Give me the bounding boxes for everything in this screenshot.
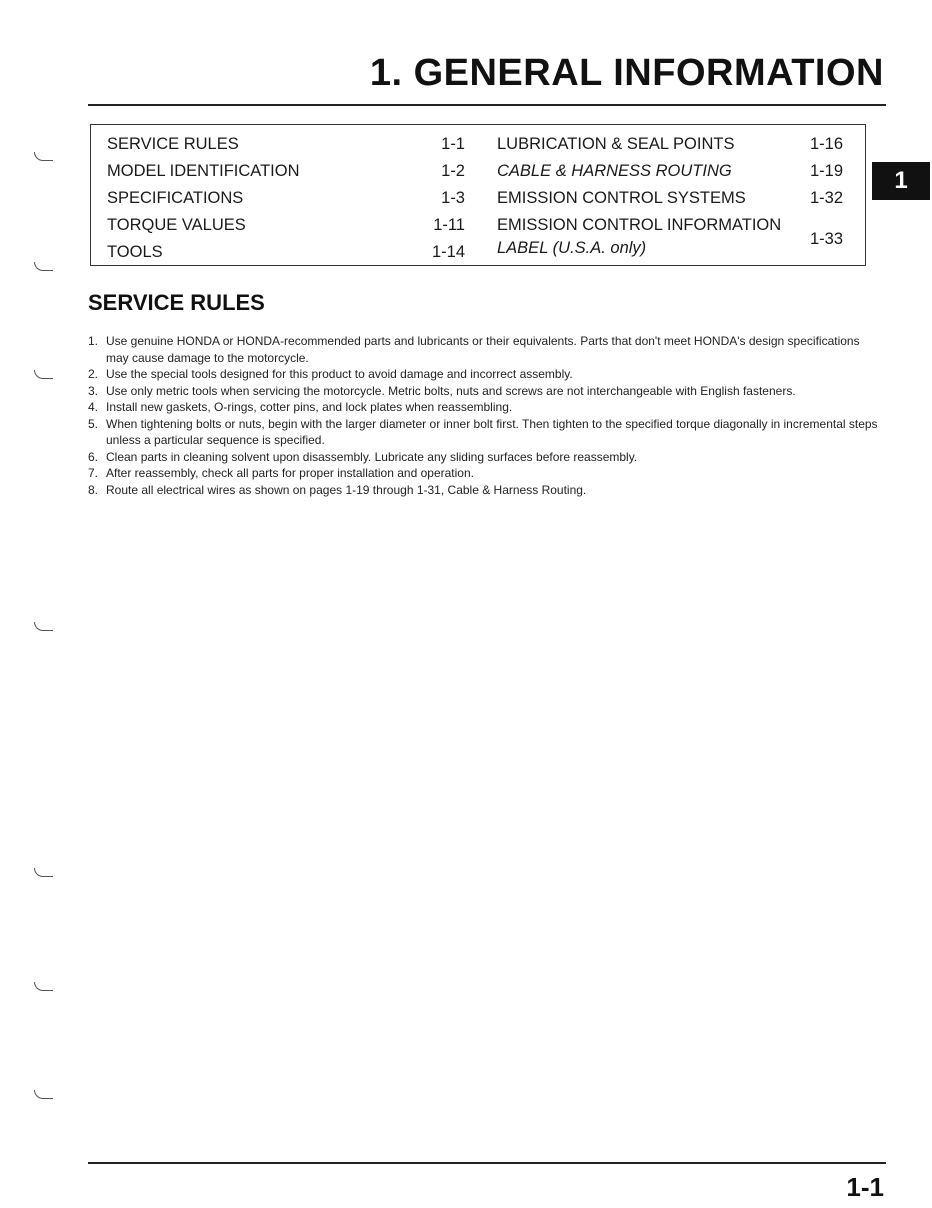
chapter-tab-marker: 1	[872, 162, 930, 200]
toc-entry-title: MODEL IDENTIFICATION	[107, 162, 300, 180]
list-item	[88, 482, 878, 499]
toc-entry[interactable]	[107, 131, 465, 158]
list-item	[88, 465, 878, 482]
list-item-number: 4.	[88, 400, 99, 414]
binder-mark	[34, 868, 53, 877]
toc-entry[interactable]	[107, 212, 465, 239]
toc-entry[interactable]	[107, 239, 465, 266]
toc-entry-title: SERVICE RULES	[107, 135, 239, 153]
list-item-number: 1.	[88, 334, 99, 348]
binder-mark	[34, 982, 53, 991]
toc-left-column	[107, 131, 465, 266]
toc-entry[interactable]	[497, 158, 857, 185]
list-item	[88, 333, 878, 366]
toc-entry[interactable]	[107, 158, 465, 185]
toc-entry-title: TOOLS	[107, 243, 163, 261]
binder-mark	[34, 622, 53, 631]
toc-entry-page: 1-32	[809, 189, 843, 207]
toc-entry[interactable]	[497, 212, 857, 266]
toc-right-column	[497, 131, 857, 266]
toc-entry-title: LUBRICATION & SEAL POINTS	[497, 135, 735, 153]
toc-entry-title: EMISSION CONTROL INFORMATION	[497, 216, 782, 234]
table-of-contents	[90, 124, 866, 266]
list-item-text: Use genuine HONDA or HONDA-recommended parts and lubricants or their equivalents. Parts that don't meet HONDA's design specifications may cause damage to the motorcycle.	[106, 334, 860, 365]
toc-entry-page: 1-14	[431, 243, 465, 261]
list-item-text: Clean parts in cleaning solvent upon disassembly. Lubricate any sliding surfaces before reassembly.	[106, 449, 638, 464]
title-rule	[88, 104, 886, 106]
list-item	[88, 416, 878, 449]
toc-entry-page: 1-1	[441, 135, 465, 153]
chapter-title: 1. GENERAL INFORMATION	[369, 52, 884, 94]
list-item-text: Use the special tools designed for this product to avoid damage and incorrect assembly.	[106, 367, 573, 381]
list-item-number: 2.	[88, 367, 99, 381]
list-item	[88, 366, 878, 383]
toc-entry[interactable]	[497, 185, 857, 212]
toc-entry[interactable]	[497, 131, 857, 158]
toc-entry-page: 1-2	[441, 162, 465, 180]
service-rules-list	[88, 333, 878, 498]
page-number: 1-1	[846, 1172, 884, 1202]
list-item	[88, 383, 878, 400]
toc-entry-title: SPECIFICATIONS	[107, 189, 244, 207]
toc-entry-page: 1-16	[809, 135, 843, 153]
list-item	[88, 399, 878, 416]
binder-mark	[34, 152, 53, 161]
toc-entry-page: 1-11	[433, 216, 465, 234]
toc-entry-title: TORQUE VALUES	[107, 216, 246, 234]
toc-entry-title: CABLE & HARNESS ROUTING	[497, 162, 732, 180]
toc-entry-page: 1-19	[809, 162, 843, 180]
list-item-text: When tightening bolts or nuts, begin with the larger diameter or inner bolt first. Then tighten to the specified torque diagonally in incremental steps unless a particular sequence is specified.	[106, 416, 878, 447]
list-item-text: After reassembly, check all parts for proper installation and operation.	[106, 466, 474, 480]
toc-entry-title-line2: LABEL (U.S.A. only)	[497, 239, 647, 257]
list-item-text: Route all electrical wires as shown on pages 1-19 through 1-31, Cable & Harness Routing.	[106, 482, 587, 497]
toc-entry-page: 1-33	[809, 230, 843, 248]
list-item-number: 3.	[88, 383, 99, 398]
list-item-number: 6.	[88, 449, 99, 464]
binder-mark	[34, 262, 53, 271]
toc-entry[interactable]	[107, 185, 465, 212]
toc-entry-page: 1-3	[441, 189, 465, 207]
list-item-number: 5.	[88, 416, 99, 431]
binder-mark	[34, 370, 53, 379]
footer-rule	[88, 1162, 886, 1164]
section-heading: SERVICE RULES	[88, 290, 265, 315]
list-item-text: Use only metric tools when servicing the motorcycle. Metric bolts, nuts and screws are not interchangeable with English fasteners.	[106, 383, 796, 398]
binder-mark	[34, 1090, 53, 1099]
list-item-number: 7.	[88, 466, 99, 480]
list-item-text: Install new gaskets, O-rings, cotter pins, and lock plates when reassembling.	[106, 400, 513, 414]
list-item	[88, 449, 878, 466]
list-item-number: 8.	[88, 482, 99, 497]
toc-entry-title: EMISSION CONTROL SYSTEMS	[497, 189, 746, 207]
